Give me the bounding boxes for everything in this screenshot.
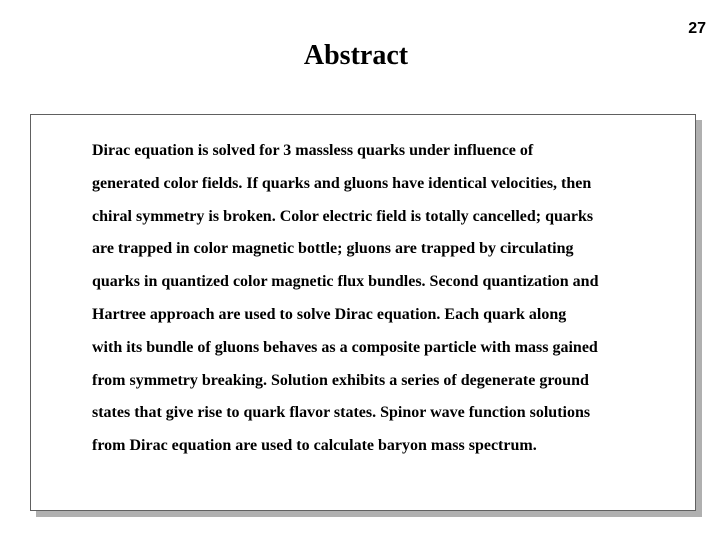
abstract-line: from symmetry breaking. Solution exhibits a series of degenerate ground [92, 371, 589, 389]
abstract-line: generated color fields. If quarks and gluons have identical velocities, then [92, 174, 592, 192]
abstract-box [30, 114, 696, 511]
abstract-line: are trapped in color magnetic bottle; gluons are trapped by circulating [92, 240, 574, 258]
page-title: Abstract [303, 40, 409, 71]
abstract-line: chiral symmetry is broken. Color electric field is totally cancelled; quarks [92, 207, 594, 225]
abstract-line: Dirac equation is solved for 3 massless quarks under influence of [92, 142, 534, 159]
abstract-line: states that give rise to quark flavor states. Spinor wave function solutions [92, 404, 591, 422]
abstract-line: quarks in quantized color magnetic flux bundles. Second quantization and [92, 273, 599, 291]
abstract-line: Hartree approach are used to solve Dirac equation. Each quark along [92, 305, 567, 323]
abstract-text [92, 135, 682, 463]
abstract-line: with its bundle of gluons behaves as a composite particle with mass gained [92, 338, 598, 356]
page-number: 27 [688, 20, 706, 37]
abstract-line: from Dirac equation are used to calculate baryon mass spectrum. [92, 437, 537, 455]
